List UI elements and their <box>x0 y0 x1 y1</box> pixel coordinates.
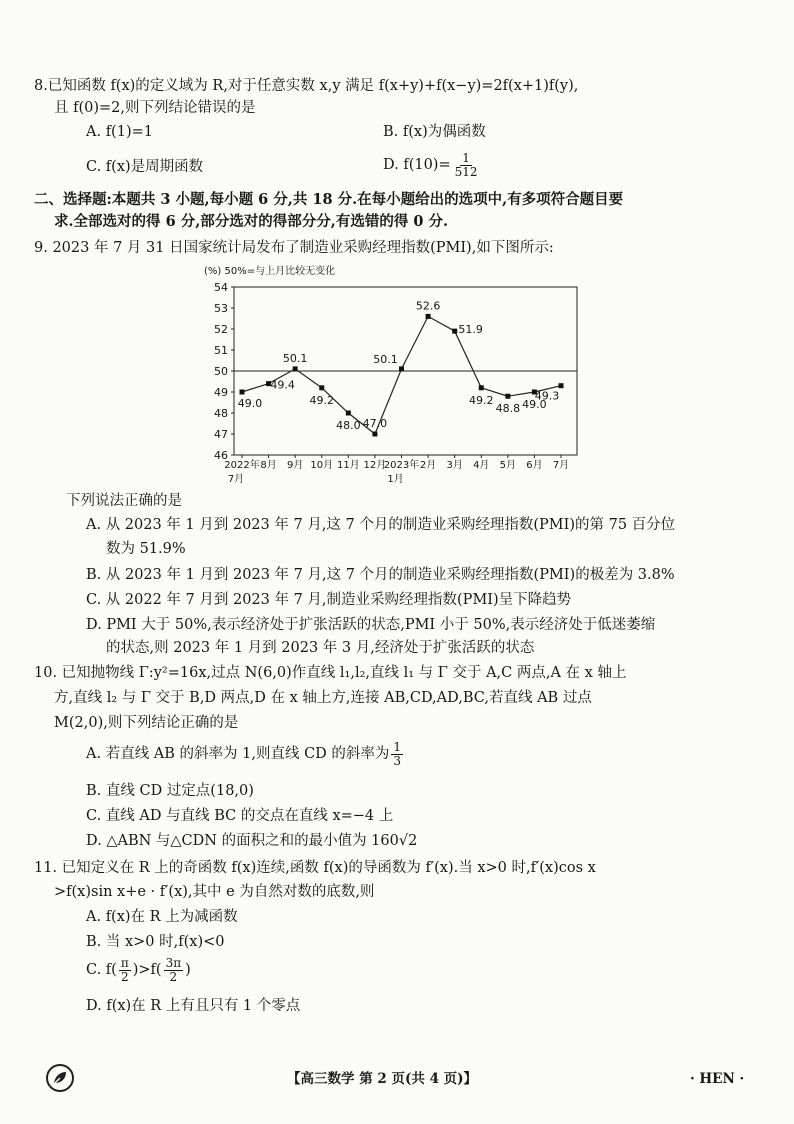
x-tick-label: 4月 <box>473 460 490 471</box>
pmi-data-label: 49.0 <box>237 397 263 410</box>
pmi-data-point <box>452 329 457 334</box>
y-tick-label: 51 <box>214 344 228 357</box>
pmi-chart <box>200 262 590 487</box>
pmi-data-point <box>240 390 245 395</box>
q8-option-d-prefix: D. f(10)= <box>383 157 451 173</box>
x-tick-label: 10月 <box>310 460 334 471</box>
q9-stem: 9. 2023 年 7 月 31 日国家统计局发布了制造业采购经理指数(PMI),如下图所示: <box>34 240 554 256</box>
q10-stem-line2: 方,直线 l₂ 与 Γ 交于 B,D 两点,D 在 x 轴上方,连接 AB,CD,AD,BC,若直线 AB 过点 <box>54 690 592 706</box>
chart-title: (%) 50%=与上月比较无变化 <box>204 266 336 277</box>
pmi-data-point <box>293 366 298 371</box>
q10-option-b: B. 直线 CD 过定点(18,0) <box>86 783 254 799</box>
q11-option-c-denominator2: 2 <box>169 969 178 984</box>
q8-stem-line2: 且 f(0)=2,则下列结论错误的是 <box>54 100 256 116</box>
pmi-data-label: 49.0 <box>522 398 547 411</box>
q8-option-d-fraction <box>453 152 480 179</box>
q11-option-c-numerator1: π <box>120 955 129 970</box>
q8-option-d-numerator: 1 <box>462 150 470 165</box>
q10-option-a <box>86 740 405 768</box>
pmi-data-point <box>346 411 351 416</box>
q10-option-a-prefix: A. 若直线 AB 的斜率为 1,则直线 CD 的斜率为 <box>86 746 390 762</box>
pmi-data-label: 50.1 <box>373 352 398 366</box>
y-tick-label: 48 <box>214 407 228 420</box>
pmi-data-label: 51.9 <box>458 323 483 337</box>
x-tick-label: 8月 <box>260 460 277 471</box>
q8-option-b: B. f(x)为偶函数 <box>383 124 486 140</box>
pmi-data-label: 50.1 <box>282 351 308 365</box>
q11-option-c <box>86 956 191 984</box>
x-tick-label: 5月 <box>499 460 517 471</box>
pmi-data-point <box>426 314 431 319</box>
pmi-data-label: 49.4 <box>270 378 295 392</box>
q11-option-c-suffix: ) <box>185 962 191 978</box>
q11-option-c-middle: )>f( <box>132 962 162 978</box>
q9-option-b: B. 从 2023 年 1 月到 2023 年 7 月,这 7 个月的制造业采购经理指数(PMI)的极差为 3.8% <box>86 567 675 583</box>
q8-stem-line1: 8.已知函数 f(x)的定义域为 R,对于任意实数 x,y 满足 f(x+y)+f(x−y)=2f(x+1)f(y), <box>34 78 579 94</box>
q11-option-d: D. f(x)在 R 上有且只有 1 个零点 <box>86 998 301 1014</box>
x-tick-label: 6月 <box>526 460 543 471</box>
x-tick-sublabel: 7月 <box>227 474 245 485</box>
x-tick-label: 2月 <box>419 460 437 471</box>
x-tick-sublabel: 1月 <box>387 474 404 485</box>
pmi-series-line <box>242 316 561 434</box>
x-tick-label: 9月 <box>286 460 304 471</box>
y-tick-label: 46 <box>214 449 228 462</box>
q9-option-c: C. 从 2022 年 7 月到 2023 年 7 月,制造业采购经理指数(PMI)呈下降趋势 <box>86 592 572 608</box>
q9-option-d-line2: 的状态,则 2023 年 1 月到 2023 年 3 月,经济处于扩张活跃的状态 <box>106 640 535 656</box>
leaf-logo-icon <box>46 1064 74 1092</box>
q10-option-a-fraction <box>391 741 403 768</box>
q11-option-c-numerator2: 3π <box>165 955 182 970</box>
q9-option-a-line1: A. 从 2023 年 1 月到 2023 年 7 月,这 7 个月的制造业采购经理指数(PMI)的第 75 百分位 <box>86 517 676 533</box>
y-tick-label: 53 <box>214 302 228 315</box>
y-tick-label: 49 <box>214 386 228 399</box>
pmi-data-point <box>399 366 404 371</box>
x-tick-label: 12月 <box>363 460 387 471</box>
q10-option-a-denominator: 3 <box>393 753 402 768</box>
pmi-data-point <box>505 394 510 399</box>
pmi-data-label: 47.0 <box>362 417 388 430</box>
x-tick-label: 3月 <box>446 460 463 471</box>
q9-option-d-line1: D. PMI 大于 50%,表示经济处于扩张活跃的状态,PMI 小于 50%,表示经济处于低迷萎缩 <box>86 617 656 633</box>
pmi-data-label: 49.2 <box>309 393 334 407</box>
x-tick-label: 2023年 <box>383 460 420 471</box>
q11-option-b: B. 当 x>0 时,f(x)<0 <box>86 934 225 950</box>
pmi-data-label: 48.8 <box>495 402 521 416</box>
q11-stem-line1: 11. 已知定义在 R 上的奇函数 f(x)连续,函数 f(x)的导函数为 f′(x).当 x>0 时,f′(x)cos x <box>34 860 596 876</box>
pmi-data-label: 48.0 <box>336 419 361 432</box>
pmi-data-label: 49.3 <box>534 389 560 403</box>
q11-option-c-fraction1 <box>119 957 131 984</box>
footer-code: · HEN · <box>690 1071 745 1087</box>
q9-option-a-line2: 数为 51.9% <box>106 541 186 557</box>
x-tick-label: 11月 <box>336 460 360 471</box>
q10-option-c: C. 直线 AD 与直线 BC 的交点在直线 x=−4 上 <box>86 808 394 824</box>
pmi-data-point <box>559 383 564 388</box>
q9-question: 下列说法正确的是 <box>66 493 182 509</box>
q8-option-d <box>383 151 482 179</box>
pmi-data-point <box>319 385 324 390</box>
section2-heading-line1: 二、选择题:本题共 3 小题,每小题 6 分,共 18 分.在每小题给出的选项中,有多项符合题目要 <box>34 191 624 208</box>
q10-stem-line1: 10. 已知抛物线 Γ:y²=16x,过点 N(6,0)作直线 l₁,l₂,直线 l₁ 与 Γ 交于 A,C 两点,A 在 x 轴上 <box>34 665 627 681</box>
x-tick-label: 2022年 <box>224 460 260 471</box>
q11-option-a: A. f(x)在 R 上为减函数 <box>86 909 238 925</box>
pmi-data-point <box>479 385 484 390</box>
q10-option-a-numerator: 1 <box>393 739 402 754</box>
section2-heading-line2: 求.全部选对的得 6 分,部分选对的得部分分,有选错的得 0 分. <box>54 213 449 230</box>
pmi-data-label: 52.6 <box>415 299 441 313</box>
q11-option-c-denominator1: 2 <box>120 969 129 984</box>
pmi-data-point <box>372 432 377 437</box>
q11-stem-line2: >f(x)sin x+e · f′(x),其中 e 为自然对数的底数,则 <box>54 884 375 900</box>
q11-option-c-prefix: C. f( <box>86 962 117 978</box>
x-tick-label: 7月 <box>552 460 570 471</box>
q11-option-c-fraction2 <box>164 957 184 984</box>
pmi-data-label: 49.2 <box>469 393 494 407</box>
q8-option-c: C. f(x)是周期函数 <box>86 159 204 175</box>
y-tick-label: 52 <box>214 323 228 336</box>
y-tick-label: 50 <box>214 365 228 378</box>
pmi-chart-svg <box>200 262 590 487</box>
q10-stem-line3: M(2,0),则下列结论正确的是 <box>54 715 239 731</box>
y-tick-label: 47 <box>214 428 228 441</box>
y-tick-label: 54 <box>214 281 228 294</box>
q10-option-d: D. △ABN 与△CDN 的面积之和的最小值为 160√2 <box>86 833 418 849</box>
q8-option-a: A. f(1)=1 <box>86 124 153 140</box>
footer-page-info: 【高三数学 第 2 页(共 4 页)】 <box>287 1071 478 1087</box>
q8-option-d-denominator: 512 <box>454 164 478 179</box>
